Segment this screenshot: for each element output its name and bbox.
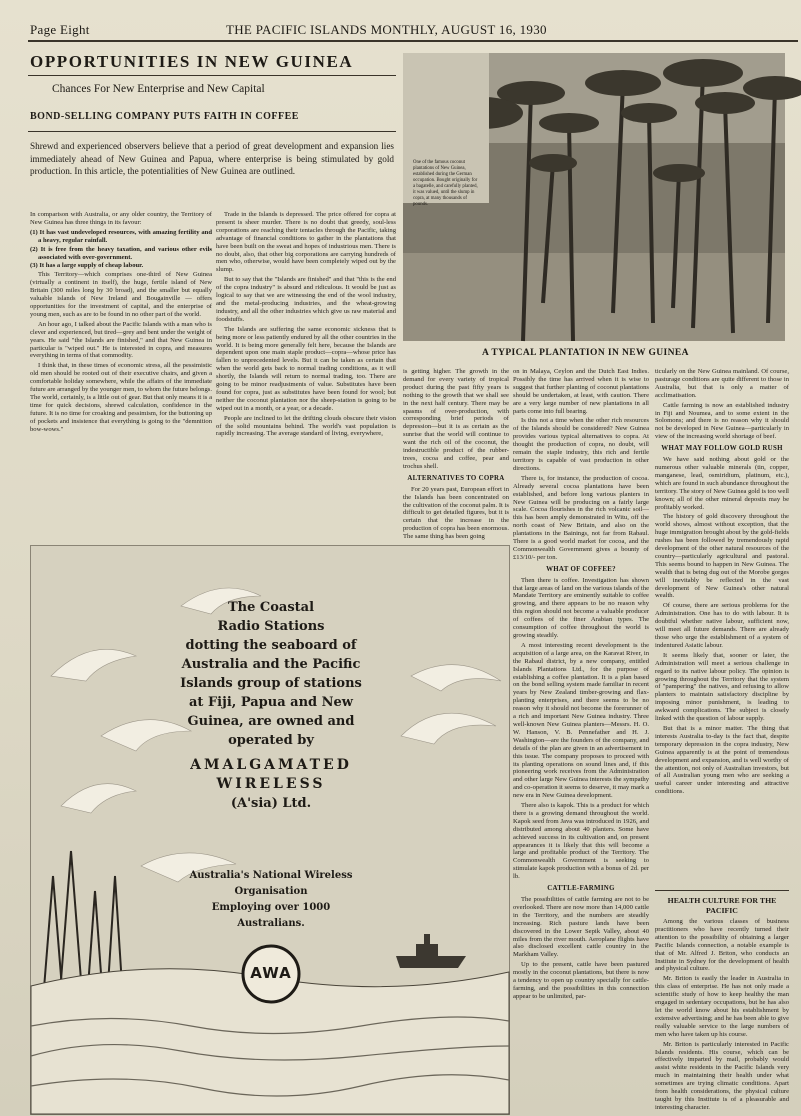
ad-line: operated by bbox=[228, 733, 314, 748]
paragraph: A most interesting recent development is the acquisition of a large area, on the Karavat River, in the Rabaul district, by a new company, entitled Islands Plantations Ltd., for the purpose of establishing a coffee plantation. It is a plan based on the bond selling system made familiar in recent years by New Zealand timber-growing and flax-planting enterprises, and there seems to be no reason why it should not become the forerunner of a rich and important New Guinea industry. Three well-known New Guinea planters—Messrs. H. O. W. Hanson, V. B. Pennefather and H. J. Washington—are the founders of the company, and details of the plan are given in an advertisement in this issue. The company proposes to proceed with its planting operations on sound lines and, if this pioneering work receives from the Administration and other large New Guinea interests the sympathy and co-operation it seems to deserve, it may mark a new era in New Guinea development. bbox=[513, 641, 649, 800]
ad-line: Australia and the Pacific bbox=[181, 657, 361, 672]
ad-company-name-2: WIRELESS bbox=[216, 776, 326, 792]
ad-line: Guinea, are owned and bbox=[187, 714, 355, 729]
ad-line: Radio Stations bbox=[217, 619, 325, 634]
list-item: (3) It has a large supply of cheap labour. bbox=[30, 262, 144, 270]
ad-company-name: AMALGAMATED bbox=[190, 757, 352, 773]
page-label: Page Eight bbox=[30, 22, 90, 37]
title-rule bbox=[28, 75, 396, 76]
ad-line: The Coastal bbox=[227, 600, 315, 615]
ad-copy bbox=[151, 598, 391, 813]
paragraph: But that is a minor matter. The thing that interests Australia to-day is the fact that, despite temporary depression in the copra industry, New Guinea apparently is at the point of tremendous development and expansion, and is well worthy of the attention, not only of Australian investors, but of all Australian young men who are seeking a useful career under interesting and attractive conditions. bbox=[655, 724, 789, 796]
text-column-2 bbox=[216, 211, 396, 473]
ad-line: Islands group of stations bbox=[180, 676, 362, 691]
paragraph: For 20 years past, European effort in the Islands has been concentrated on the cultivation of the coconut palm. It is difficult to get detailed figures, but it is certain that the increase in the production of copra has been enormous. The same thing has been going bbox=[403, 485, 509, 541]
text-column-4 bbox=[513, 368, 649, 1113]
article-subtitle: Chances For New Enterprise and New Capital bbox=[52, 83, 265, 95]
list-item: (1) It has vast undeveloped resources, with amazing fertility and a heavy, regular rainfall. bbox=[30, 228, 212, 244]
list-item: (2) It is free from the heavy taxation, and various other evils associated with over-government. bbox=[30, 245, 212, 261]
article-lede: Shrewd and experienced observers believe that a period of great development and expansion lies immediately ahead of New Guinea and Papua, where enterprise is being stimulated by gold production. In this article, the potentialities of New Guinea are outlined. bbox=[30, 141, 394, 177]
ad-tag-line: Organisation bbox=[234, 886, 308, 897]
ad-tag-line: Australia's National Wireless bbox=[189, 870, 353, 881]
paragraph: An hour ago, I talked about the Pacific Islands with a man who is clever and experienced, but tired—grey and bent under the weight of years. He said "the Islands are finished," and that New Guinea in particular is "wiped out." He is interested in copra, and measures everything in terms of that commodity. bbox=[30, 320, 212, 360]
section-rule bbox=[28, 131, 396, 132]
paragraph: Cattle farming is now an established industry in Fiji and Noumea, and to some extent in the Solomons; and there is no reason why it should not be developed in New Guinea—particularly in view of the increasing world shortage of beef. bbox=[655, 401, 789, 441]
awa-advertisement bbox=[30, 545, 510, 1115]
paragraph: Of course, there are serious problems for the Administration. One has to do with labour. It is doubtful whether native labour, sufficient now, will meet all future demands. There are already those who urge the establishment of a system of indentured Asiatic labour. bbox=[655, 602, 789, 649]
paragraph: Among the various classes of business practitioners who have recently turned their attention to the possibility of obtaining a larger Pacific Islands connection, a notable example is that of Mr. Alfred J. Briton, who conducts an Institute in Sydney for the development of health and physical culture. bbox=[655, 918, 789, 973]
header-rule bbox=[28, 40, 798, 42]
article-section-heading: BOND-SELLING COMPANY PUTS FAITH IN COFFEE bbox=[30, 111, 299, 122]
paragraph: The Islands are suffering the same economic sickness that is being more or less patiently endured by all the other countries in the world. It is being more generally felt here, because the Islands are dependent upon one main staple product—copra—whose price has fallen to unprecedented levels. But it can be taken as certain that when the world gets back to normal trading conditions, as it will shortly, the Islands will return to normal trading, too. There are going to be minor readjustments of value. Substitutes have been found for copra, just as substitutes have been found for wool; but neither the coconut plantation nor the sheep-station is going to be wiped out in a month, or a year, or a decade. bbox=[216, 325, 396, 412]
paragraph: ticularly on the New Guinea mainland. Of course, pasturage conditions are quite different to those in Australia, but that is only a matter of acclimatisation. bbox=[655, 368, 789, 399]
ad-tag-line: Employing over 1000 bbox=[211, 902, 331, 913]
paragraph: Up to the present, cattle have been pastured mostly in the coconut plantations, but there is now a tendency to open up country specially for cattle-farming, and the possibilities in this connection appear to be unlimited, par- bbox=[513, 961, 649, 1000]
paragraph: This Territory—which comprises one-third of New Guinea (virtually a continent in itself), the huge, fertile island of New Britain (300 miles long by 30 broad), and the smaller but equally valuable islands of New Ireland and Bougainville — offers opportunities for the investment of capital, and the enterprise of young men, such as are to be found in no other part of the world. bbox=[30, 271, 212, 318]
subheading: CATTLE-FARMING bbox=[547, 885, 615, 893]
paragraph: Mr. Briton is easily the leader in Australia in this class of enterprise. He has not only made a scientific study of how to keep healthy the man engaged in sedentary occupations, but he has also let the world know about his establishment by extensive advertising; and he has been able to give really valuable service to the large numbers of men who have taken up his course. bbox=[655, 975, 789, 1038]
paragraph: Mr. Briton is particularly interested in Pacific Islands residents. His course, which can be effectively imparted by mail, probably would assist white residents in the Pacific Islands very much in maintaining their health under what sometimes are trying climatic conditions. Apart from health considerations, the physical culture taught by this Institute is of a pleasurable and interesting character. bbox=[655, 1040, 789, 1111]
masthead: THE PACIFIC ISLANDS MONTHLY, AUGUST 16, 1930 bbox=[226, 22, 547, 37]
paragraph: In comparison with Australia, or any older country, the Territory of New Guinea has three things in its favour: bbox=[30, 211, 212, 226]
ad-tagline bbox=[151, 868, 391, 932]
paragraph: on in Malaya, Ceylon and the Dutch East Indies. Possibly the time has arrived when it is wise to suggest that further planting of coconut plantations should be undertaken, at least, with caution. There are a very large number of new plantations in all parts come into full bearing. bbox=[513, 368, 649, 415]
paragraph: is getting higher. The growth in the demand for every variety of tropical product during the past fifty years is nothing to the growth that we shall see in the next half century. There may be spasms of over-production, with corresponding brief periods of depression—but it is as certain as the sunrise that the world will continue to want the rich oil of the coconut, the indestructible product of the rubber-trees, cocoa and coffee, pear and trochus shell. bbox=[403, 368, 509, 470]
subheading: WHAT MAY FOLLOW GOLD RUSH bbox=[661, 445, 783, 453]
paragraph: The history of gold discovery throughout the world shows, almost without exception, that the huge immigration brought about by the gold-fields rushes has been followed by tremendously rapid development of the other natural resources of the country—particularly agricultural and pastoral. This seems bound to happen in New Guinea. The wealth that is being dug out of the Morobe gorges will inevitably be reflected in the vast development of New Guinea's other natural wealth. bbox=[655, 513, 789, 600]
subheading: ALTERNATIVES TO COPRA bbox=[407, 474, 505, 482]
paragraph: The possibilities of cattle farming are not to be overlooked. There are now more than 14,000 cattle in the Territory, and the numbers are steadily increasing. Rich pasture lands have been discovered in the Lower Sepik Valley, about 40 miles from the river mouth. Aeroplane flights have also disclosed excellent cattle country in the Markham Valley. bbox=[513, 896, 649, 959]
photo-caption: A TYPICAL PLANTATION IN NEW GUINEA bbox=[482, 348, 689, 358]
ad-company-suffix: (A'sia) Ltd. bbox=[230, 796, 312, 811]
paragraph: Is this not a time when the other rich resources of the Islands should be considered? New Guinea provides various typical alternatives to copra. At thought the production of copra, no doubt, will remain the staple industry, this rich and fertile territory is capable of vast production in other directions. bbox=[513, 417, 649, 472]
text-column-1 bbox=[30, 211, 212, 473]
subheading: WHAT OF COFFEE? bbox=[546, 565, 616, 573]
text-column-3 bbox=[403, 368, 509, 541]
article-title: OPPORTUNITIES IN NEW GUINEA bbox=[30, 52, 354, 71]
paragraph: It seems likely that, sooner or later, the Administration will meet a serious challenge in regard to its native labour policy. The opinion is growing throughout the Territory that the system of "pampering" the natives, and refusing to allow planters to maintain satisfactory discipline by imposing minor punishment, is leading to awkward complications. The subject is closely linked with the question of labour supply. bbox=[655, 651, 789, 723]
ad-line: dotting the seaboard of bbox=[185, 638, 357, 653]
paragraph: There also is kapok. This is a product for which there is a growing demand throughout the world. Kapok seed from Java was introduced in 1926, and distributed among about 40 planters. Some have achieved success in its cultivation and, on present appearances it is likely that this will become a large and profitable product of the Territory. The Commonwealth Government is seeking to stimulate kapok production with a bonus of 2d. per lb. bbox=[513, 802, 649, 881]
ad-tag-line: Australians. bbox=[237, 918, 305, 929]
paragraph: We have said nothing about gold or the numerous other valuable minerals (tin, copper, manganese, lead, osmiridium, platinum, etc.), which are found in such abundance throughout the territory. The story of New Guinea gold is too well known; all of the other mineral deposits may be profitably worked. bbox=[655, 456, 789, 511]
text-column-5 bbox=[655, 368, 789, 886]
paragraph: There is, for instance, the production of cocoa. Already several cocoa plantations have been established, and before long various planters in New Guinea will be producing on a fairly large scale. Cocoa flourishes in the rich volcanic soil—this has been amply demonstrated in Witu, off the north coast of New Britain, and also on the plantations in the Bainings, not far from Rabaul. There is a good world market for cocoa, and the Commonwealth Government gives a bounty of £13/10/- per ton. bbox=[513, 474, 649, 561]
paragraph: But to say that the "Islands are finished" and that "this is the end of the copra industry" is absurd and ridiculous. It would be just as logical to say that we are witnessing the end of the wool industry, and the metal-producing industries, and the wheat-growing industry, and all the other industries which give us raw material and foodstuffs. bbox=[216, 276, 396, 323]
awa-logo-text: AWA bbox=[250, 964, 292, 982]
health-heading: HEALTH CULTURE FOR THE PACIFIC bbox=[667, 896, 777, 915]
paragraph: Trade in the Islands is depressed. The price offered for copra at present is sheer murder. There is no doubt that greedy, soul-less corporations are reaching their tentacles through the Pacific, taking advantage of financial conditions to gather in the plantations that have been built on the sweat and hopes of industrious men. There is no doubt, also, that other big corporations are carrying hundreds of men who, otherwise, would have been completely wiped out by the slump. bbox=[216, 211, 396, 274]
photo-side-caption: One of the famous coconut plantations of New Guinea, established during the German occupation. Bought originally for a bagatelle, and carefully planted, it was valued, until the slump in copra, at many thousands of pounds. bbox=[413, 160, 478, 207]
health-rule bbox=[655, 890, 789, 891]
ad-line: at Fiji, Papua and New bbox=[189, 695, 353, 710]
paragraph: Then there is coffee. Investigation has shown that large areas of land on the various islands of the Mandate Territory are eminently suitable to coffee growing, and there appears to be no reason why this region should not become a valuable producer of coffees of the finer Arabian types. The consumption of coffee throughout the world is growing steadily. bbox=[513, 576, 649, 639]
paragraph: I think that, in these times of economic stress, all the pessimistic old men should be rooted out of their executive chairs, and given a comfortable holiday somewhere, while the affairs of the immediate future are arranged by the younger men, to whom the future belongs. The world, certainly, is a little out of gear. But that only means it is a time for quick decisions, shrewd calculation, confidence in the future. It is no time for croaking and pessimism, for the buttoning up of pockets and insistence that everything is going to the "demnition bow-wows." bbox=[30, 362, 212, 433]
health-column bbox=[655, 918, 789, 1113]
paragraph: People are inclined to let the drifting clouds obscure their vision of the solid mountains behind. The world's vast population is rapidly increasing. The average standard of living, everywhere, bbox=[216, 414, 396, 438]
